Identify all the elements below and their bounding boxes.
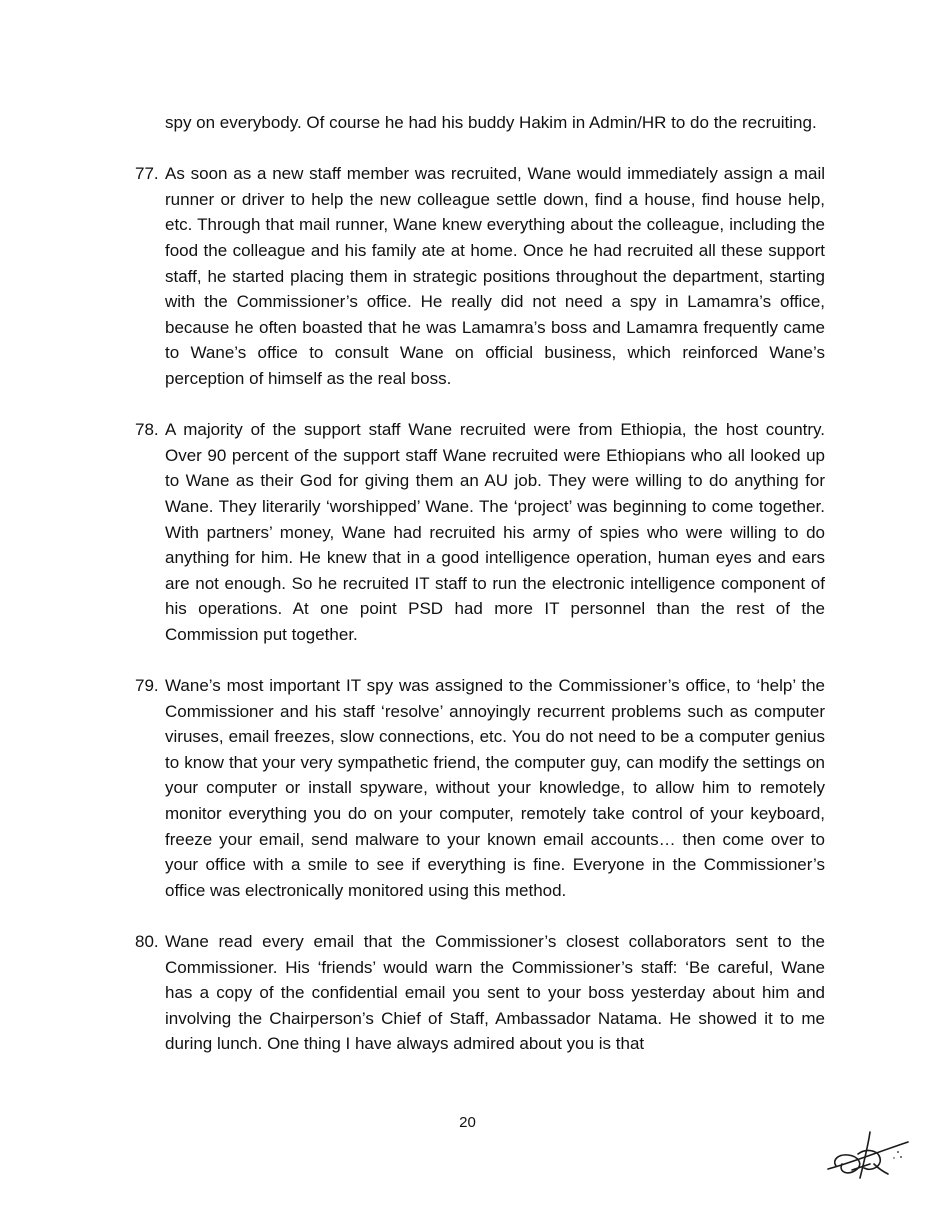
continued-paragraph <box>165 110 825 136</box>
numbered-paragraph-77 <box>135 161 825 391</box>
paragraph-text: A majority of the support staff Wane recruited were from Ethiopia, the host country. Over 90 percent of the support staff Wane recruited were Ethiopians who all looked up to Wane as their God for giving them an AU job. They were willing to do anything for Wane. They literarily ‘worshipped’ Wane. The ‘project’ was beginning to come together. With partners’ money, Wane had recruited his army of spies who were willing to do anything for him. He knew that in a good intelligence operation, human eyes and ears are not enough. So he recruited IT staff to run the electronic intelligence component of his operations. At one point PSD had more IT personnel than the rest of the Commission put together. <box>165 420 825 644</box>
continued-paragraph-text: spy on everybody. Of course he had his buddy Hakim in Admin/HR to do the recruiting. <box>165 113 817 132</box>
paragraph-number: 79. <box>135 676 159 696</box>
paragraph-number: 77. <box>135 164 159 184</box>
paragraph-text: Wane read every email that the Commissioner’s closest collaborators sent to the Commissioner. His ‘friends’ would warn the Commissioner’s staff: ‘Be careful, Wane has a copy of the confidential email you sent to your boss yesterday about him and involving the Chairperson’s Chief of Staff, Ambassador Natama. He showed it to me during lunch. One thing I have always admired about you is that <box>165 932 825 1054</box>
numbered-paragraph-80 <box>135 929 825 1057</box>
paragraph-number: 80. <box>135 932 159 951</box>
page-number: 20 <box>459 1114 476 1131</box>
numbered-paragraph-79 <box>135 673 825 903</box>
handwritten-signature <box>818 1124 913 1184</box>
paragraph-number: 78. <box>135 420 159 440</box>
paragraph-text: As soon as a new staff member was recruited, Wane would immediately assign a mail runner or driver to help the new colleague settle down, find a house, find house help, etc. Through that mail runner, Wane knew everything about the colleague, including the food the colleague and his family ate at home. Once he had recruited all these support staff, he started placing them in strategic positions throughout the department, starting with the Commissioner’s office. He really did not need a spy in Lamamra’s office, because he often boasted that he was Lamamra’s boss and Lamamra frequently came to Wane’s office to consult Wane on official business, which reinforced Wane’s perception of himself as the real boss. <box>165 164 825 388</box>
paragraph-text: Wane’s most important IT spy was assigned to the Commissioner’s office, to ‘help’ the Commissioner and his staff ‘resolve’ annoyingly recurrent problems such as computer viruses, email freezes, slow connections, etc. You do not need to be a computer genius to know that your very sympathetic friend, the computer guy, can modify the settings on your computer or install spyware, without your knowledge, to allow him to remotely monitor everything you do on your computer, remotely take control of your keyboard, freeze your email, send malware to your known email accounts… then come over to your office with a smile to see if everything is fine. Everyone in the Commissioner’s office was electronically monitored using this method. <box>165 676 825 900</box>
document-body <box>135 110 825 1057</box>
numbered-paragraph-78 <box>135 417 825 647</box>
